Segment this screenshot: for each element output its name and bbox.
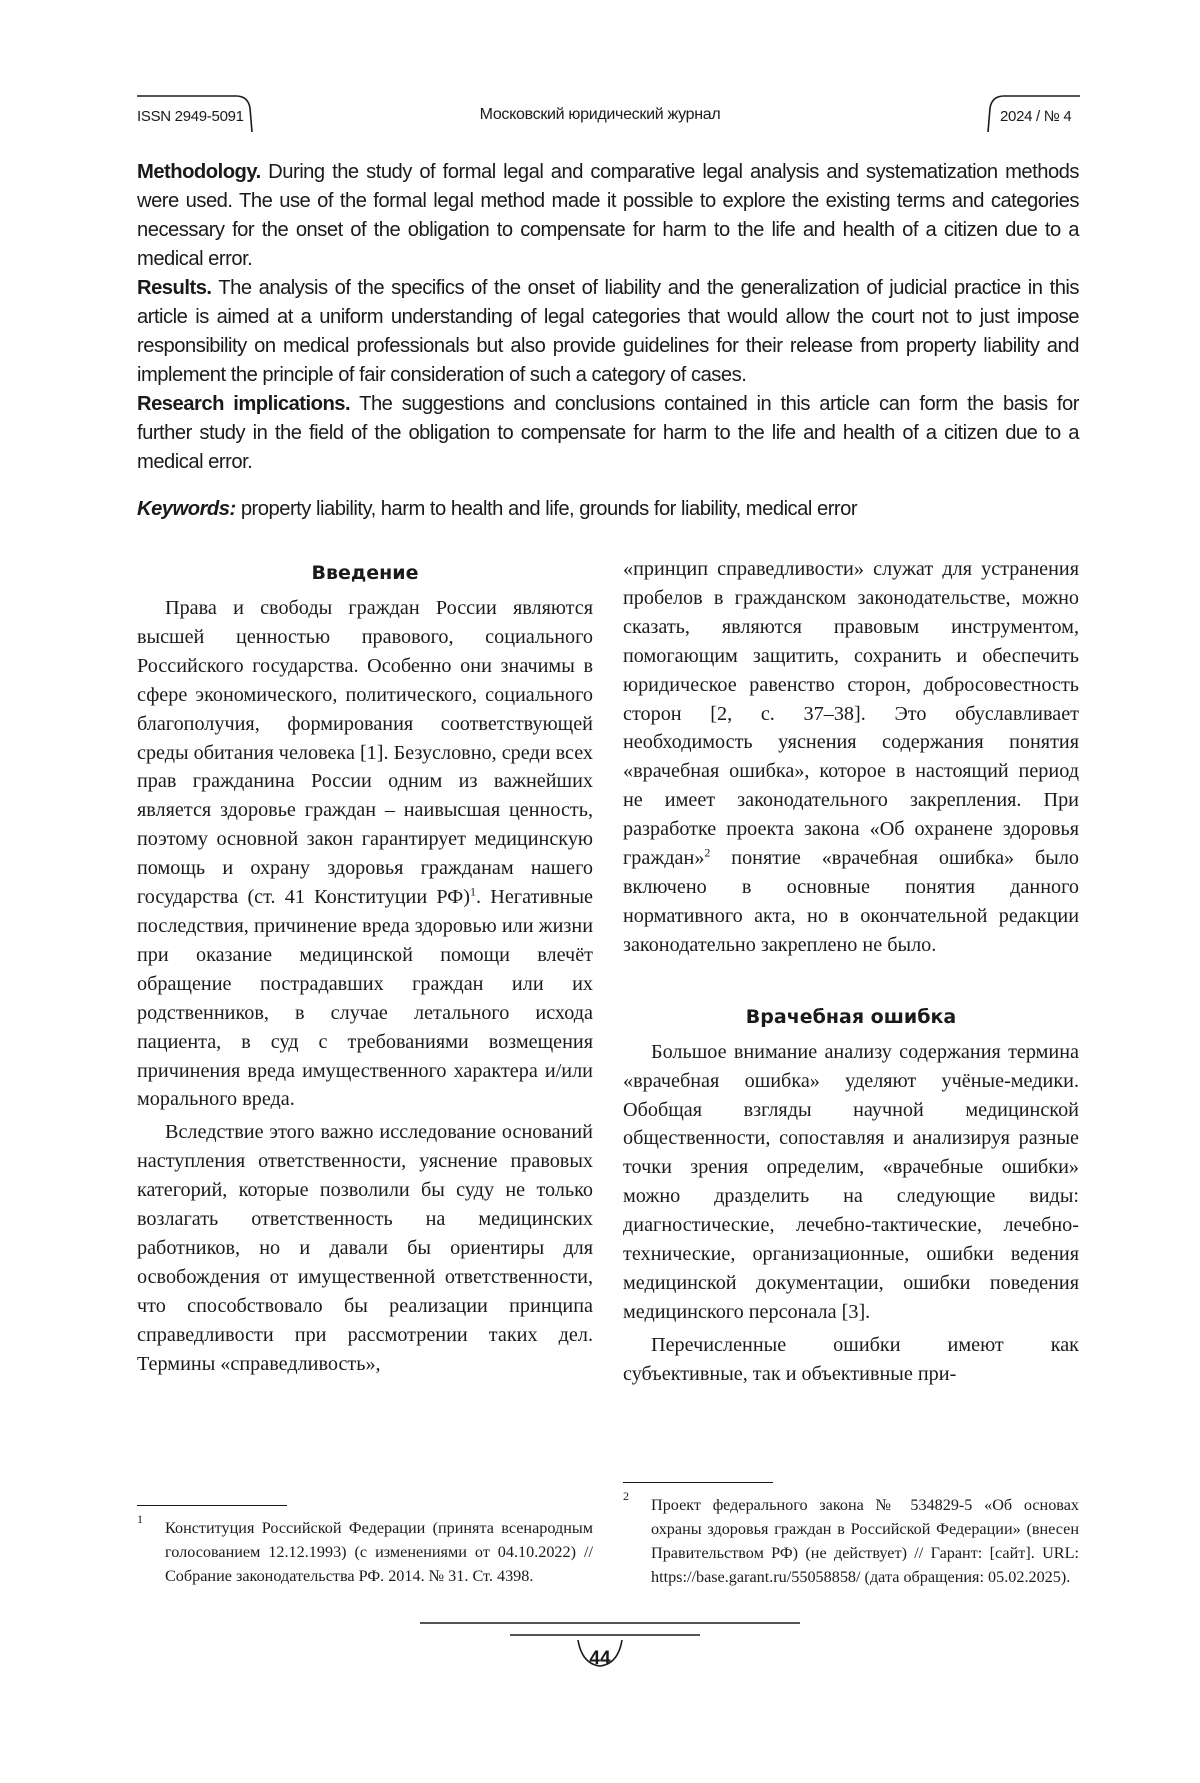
abstract-block [137, 158, 1079, 477]
intro-paragraph-2: Вследствие этого важно исследование оснований наступления ответственности, уяснение правовых категорий, которые позволили бы суду не только возлагать ответственность на медицинских работников, но и давали бы ориентиры для освобождения от имущественной ответственности, что способствовало бы реализации принципа справедливости при рассмотрении таких дел. Термины «справедливость», [137, 1121, 593, 1375]
footnote-ref-1[interactable]: 1 [469, 884, 476, 899]
keywords-text: property liability, harm to health and life, grounds for liability, medical error [240, 498, 858, 520]
implications-text: The suggestions and conclusions contained in this article can form the basis for further study in the field of the obligation to compensate for harm to the life and health of a citizen due to a medical error. [137, 393, 1079, 473]
results-text: The analysis of the specifics of the onset of liability and the generalization of judicial practice in this article is aimed at a uniform understanding of legal categories that would allow the court not to just impose responsibility on medical professionals but also provide guidelines for their release from property liability and implement the principle of fair consideration of such a category of cases. [137, 277, 1080, 386]
intro-paragraph-1 [137, 594, 593, 1114]
footnote-rule-right [623, 1482, 773, 1483]
footnote-ref-2[interactable]: 2 [704, 845, 711, 860]
results-label: Results. [137, 277, 212, 299]
footnote-2: Проект федерального закона № 534829-5 «Об основах охраны здоровья граждан в Российской Федерации» (внесен Правительством РФ) (не действует) // Гарант: [сайт]. URL: https://base.garant.ru/55058858/ (дата обращения: 05.02.2025). [651, 1496, 1079, 1586]
intro-text-a: Права и свободы граждан России являются высшей ценностью правового, социального Российского государства. Особенно они значимы в сфере экономического, политического, социального благополучия, формирования соответствующей среды обитания человека [1]. Безусловно, среди всех прав гражданина России одним из важнейших является здоровье граждан – наивысшая ценность, поэтому основной закон гарантирует медицинскую помощь и охрану здоровья гражданам нашего государства (ст. 41 Конституции РФ) [137, 597, 593, 909]
issue-label: 2024 / № 4 [1000, 108, 1072, 125]
footnote-number-1: 1 [137, 1512, 143, 1526]
continuation-paragraph [623, 555, 1079, 960]
results-paragraph [137, 274, 1079, 390]
right-column [623, 555, 1079, 1389]
journal-title: Московский юридический журнал [479, 106, 721, 123]
continuation-text-b: понятие «врачебная ошибка» было включено в основные понятия данного нормативного акта, но в окончательной редакции законодательно закреплено не было. [623, 847, 1079, 956]
section-heading-medical-error: Врачебная ошибка [745, 1005, 957, 1028]
continuation-text-a: «принцип справедливости» служат для устранения пробелов в гражданском законодательстве, можно сказать, являются правовым инструментом, помогающим защитить, сохранить и обеспечить юридическое равенство сторон, добросовестность сторон [2, с. 37–38]. Это обуславливает необходимость уяснения содержания понятия «врачебная ошибка», которое в настоящий период не имеет законодательного закрепления. При разработке проекта закона «Об охранене здоровья граждан» [623, 558, 1079, 870]
implications-label: Research implications. [137, 393, 351, 415]
intro-text-b: . Негативные последствия, причинение вреда здоровью или жизни при оказание медицинской помощи влечёт обращение пострадавших граждан или их родственников, в случае летального исхода пациента, в суд с требованиями возмещения причинения вреда имущественного характера и/или морального вреда. [137, 886, 593, 1111]
issn-label: ISSN 2949-5091 [137, 108, 244, 125]
section-heading-introduction: Введение [311, 562, 419, 584]
implications-paragraph [137, 390, 1079, 477]
medical-error-paragraph-1: Большое внимание анализу содержания термина «врачебная ошибка» уделяют учёные-медики. Обобщая взгляды научной медицинской общественности, сопоставляя и анализируя разные точки зрения определим, «врачебные ошибки» можно дразделить на следующие виды: диагностические, лечебно-тактические, лечебно-технические, организационные, ошибки ведения медицинской документации, ошибки поведения медицинского персонала [3]. [623, 1040, 1079, 1323]
methodology-text: During the study of formal legal and comparative legal analysis and systematization methods were used. The use of the formal legal method made it possible to explore the existing terms and categories necessary for the onset of the obligation to compensate for harm to the life and health of a citizen due to a medical error. [137, 161, 1080, 270]
medical-error-paragraph-2: Перечисленные ошибки имеют как субъективные, так и объективные при- [623, 1333, 1079, 1385]
footnote-1: Конституция Российской Федерации (принята всенародным голосованием 12.12.1993) (с изменениями от 04.10.2022) // Собрание законодательства РФ. 2014. № 31. Ст. 4398. [165, 1519, 593, 1585]
methodology-paragraph [137, 158, 1079, 274]
methodology-label: Methodology. [137, 161, 261, 183]
footnote-number-2: 2 [623, 1489, 629, 1503]
footnote-rule-left [137, 1505, 287, 1506]
page-number: 44 [589, 1648, 611, 1669]
keywords-label: Keywords: [137, 498, 236, 520]
left-column [137, 558, 593, 1378]
keywords-line [137, 495, 1079, 524]
